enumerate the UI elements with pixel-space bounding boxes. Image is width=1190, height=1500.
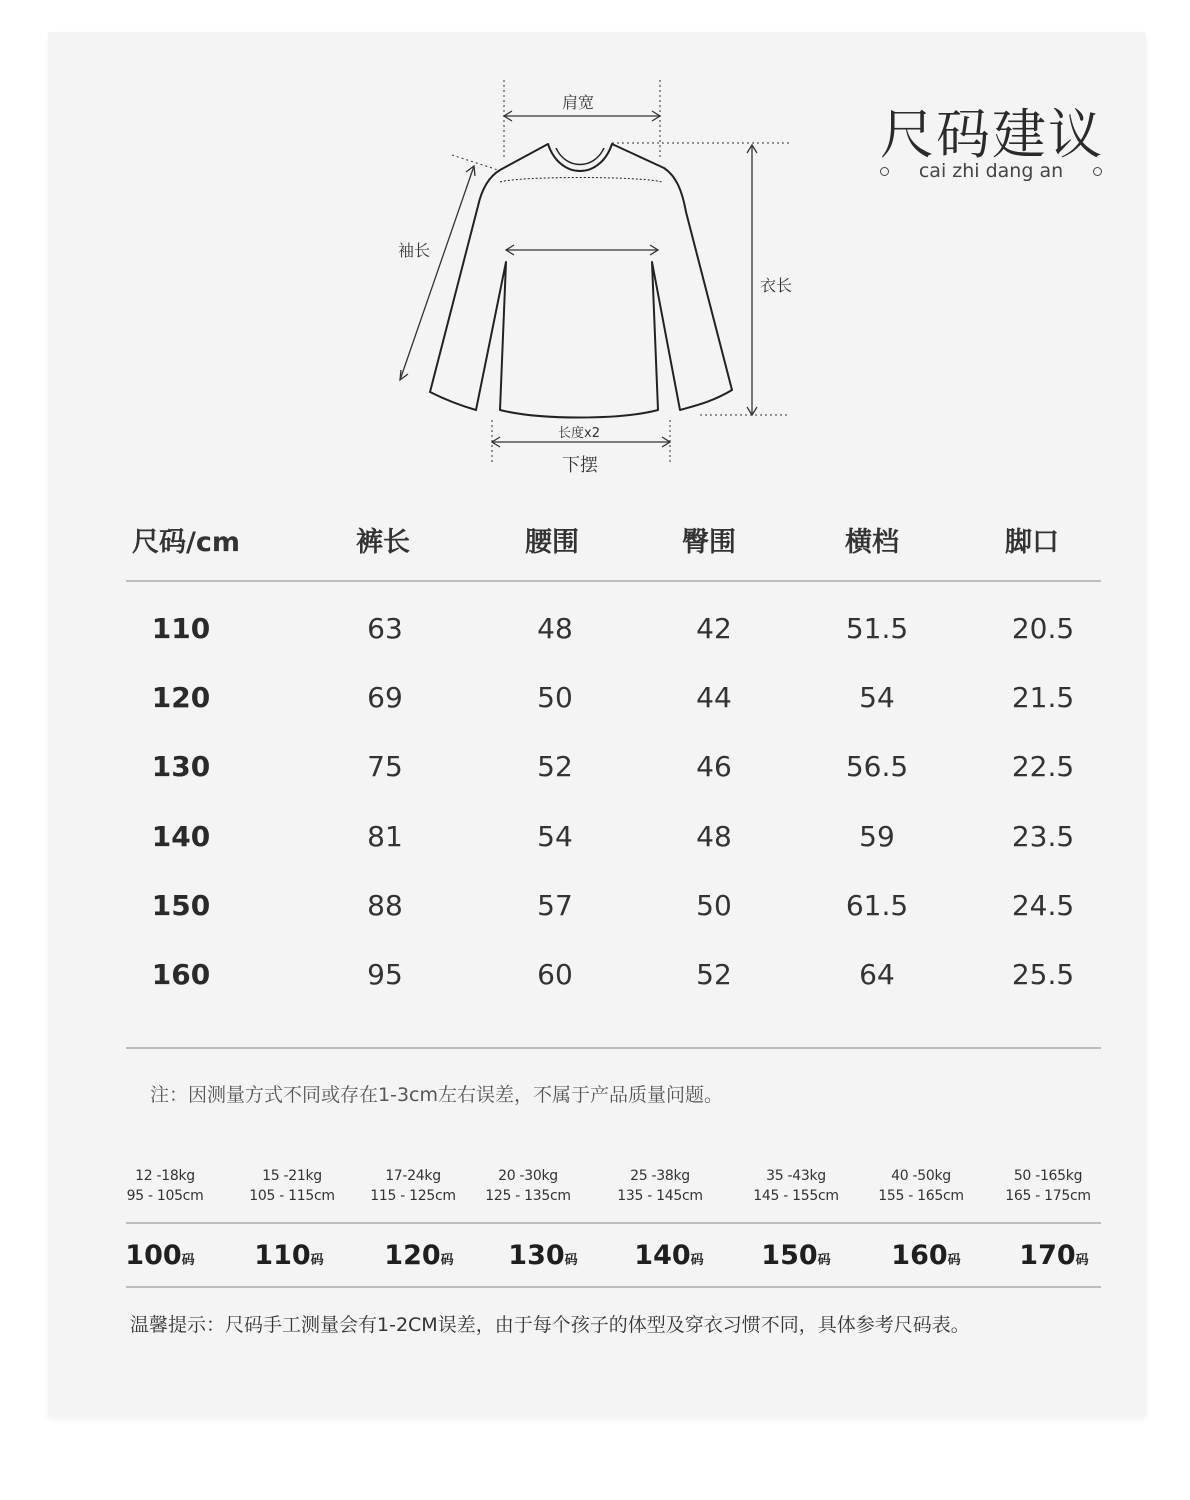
size-unit: 码: [947, 1253, 961, 1268]
header-hip: 臀围: [682, 527, 736, 558]
size-number: 160: [891, 1240, 948, 1271]
weight-range: 40 -50kg: [891, 1168, 951, 1184]
size-number: 100: [125, 1240, 182, 1271]
subtitle-text: cai zhi dang an: [918, 160, 1064, 182]
leg-opening-cell: 21.5: [1011, 681, 1075, 714]
sleeve-label: 袖长: [398, 241, 431, 260]
page-subtitle: [880, 160, 1102, 182]
table-top-divider: [126, 580, 1101, 582]
range-item: [249, 1166, 334, 1206]
range-item: [617, 1166, 702, 1206]
range-item: [878, 1166, 963, 1206]
recommended-size: [1019, 1240, 1088, 1271]
height-range: 95 - 105cm: [126, 1188, 204, 1204]
height-range: 155 - 165cm: [878, 1188, 964, 1204]
pants-length-cell: 69: [367, 681, 403, 714]
range-item: [485, 1166, 570, 1206]
size-number: 130: [508, 1240, 565, 1271]
recommended-size: [508, 1240, 577, 1271]
range-item: [127, 1166, 204, 1206]
size-unit: 码: [1075, 1253, 1089, 1268]
hip-cell: 44: [696, 681, 732, 714]
size-number: 150: [761, 1240, 818, 1271]
garment-diagram: [380, 80, 820, 480]
shoulder-label: 肩宽: [562, 93, 595, 112]
weight-range: 12 -18kg: [135, 1168, 195, 1184]
recommended-size: [761, 1240, 830, 1271]
page-title: 尺码建议: [880, 103, 1104, 166]
tip-text: 温馨提示：尺码手工测量会有1-2CM误差，由于每个孩子的体型及穿衣习惯不同，具体参考尺码表。: [130, 1314, 970, 1336]
height-range: 135 - 145cm: [617, 1188, 703, 1204]
size-cell: 110: [151, 612, 211, 645]
height-range: 115 - 125cm: [370, 1188, 456, 1204]
leg-opening-cell: 23.5: [1011, 820, 1075, 853]
weight-range: 35 -43kg: [766, 1168, 826, 1184]
waist-cell: 52: [537, 750, 573, 783]
hip-cell: 48: [696, 820, 732, 853]
recommend-top-divider: [126, 1222, 1101, 1224]
height-range: 165 - 175cm: [1005, 1188, 1091, 1204]
header-pants-length: 裤长: [356, 527, 410, 558]
pants-length-cell: 81: [367, 820, 403, 853]
size-unit: 码: [690, 1253, 704, 1268]
length-label: 衣长: [760, 276, 793, 295]
range-item: [753, 1166, 838, 1206]
size-unit: 码: [440, 1253, 454, 1268]
hem-label: 下摆: [562, 455, 598, 476]
crotch-cell: 56.5: [845, 750, 909, 783]
recommended-size: [384, 1240, 453, 1271]
leg-opening-cell: 25.5: [1011, 958, 1075, 991]
crotch-cell: 64: [859, 958, 895, 991]
range-item: [370, 1166, 455, 1206]
weight-range: 50 -165kg: [1013, 1168, 1083, 1184]
hip-cell: 42: [696, 612, 732, 645]
size-number: 120: [384, 1240, 441, 1271]
waist-cell: 48: [537, 612, 573, 645]
circle-icon: [1093, 167, 1102, 176]
waist-cell: 50: [537, 681, 573, 714]
crotch-cell: 59: [859, 820, 895, 853]
range-item: [1005, 1166, 1090, 1206]
size-unit: 码: [310, 1253, 324, 1268]
recommend-bottom-divider: [126, 1286, 1101, 1288]
weight-range: 17-24kg: [385, 1168, 441, 1184]
pants-length-cell: 95: [367, 958, 403, 991]
width-label: 长度x2: [558, 426, 600, 441]
pants-length-cell: 75: [367, 750, 403, 783]
hip-cell: 52: [696, 958, 732, 991]
pants-length-cell: 63: [367, 612, 403, 645]
size-unit: 码: [181, 1253, 195, 1268]
waist-cell: 60: [537, 958, 573, 991]
header-waist: 腰围: [525, 527, 579, 558]
pants-length-cell: 88: [367, 889, 403, 922]
size-cell: 140: [151, 820, 211, 853]
header-size: 尺码/cm: [132, 527, 240, 558]
size-cell: 160: [151, 958, 211, 991]
size-unit: 码: [817, 1253, 831, 1268]
hip-cell: 46: [696, 750, 732, 783]
recommended-size: [634, 1240, 703, 1271]
recommended-size: [891, 1240, 960, 1271]
measurement-note: 注：因测量方式不同或存在1-3cm左右误差，不属于产品质量问题。: [150, 1084, 723, 1106]
crotch-cell: 61.5: [845, 889, 909, 922]
leg-opening-cell: 20.5: [1011, 612, 1075, 645]
size-unit: 码: [564, 1253, 578, 1268]
crotch-cell: 51.5: [845, 612, 909, 645]
leg-opening-cell: 22.5: [1011, 750, 1075, 783]
circle-icon: [880, 167, 889, 176]
height-range: 105 - 115cm: [249, 1188, 335, 1204]
size-cell: 150: [151, 889, 211, 922]
size-number: 170: [1019, 1240, 1076, 1271]
size-number: 110: [254, 1240, 311, 1271]
leg-opening-cell: 24.5: [1011, 889, 1075, 922]
weight-range: 20 -30kg: [498, 1168, 558, 1184]
size-cell: 130: [151, 750, 211, 783]
height-range: 145 - 155cm: [753, 1188, 839, 1204]
table-bottom-divider: [126, 1047, 1101, 1049]
waist-cell: 57: [537, 889, 573, 922]
size-number: 140: [634, 1240, 691, 1271]
crotch-cell: 54: [859, 681, 895, 714]
header-leg-opening: 脚口: [1005, 527, 1059, 558]
weight-range: 25 -38kg: [630, 1168, 690, 1184]
recommended-size: [254, 1240, 323, 1271]
recommended-size: [125, 1240, 194, 1271]
size-cell: 120: [151, 681, 211, 714]
hip-cell: 50: [696, 889, 732, 922]
height-range: 125 - 135cm: [485, 1188, 571, 1204]
header-crotch: 横档: [845, 527, 899, 558]
shirt-outline-icon: [430, 144, 732, 418]
weight-range: 15 -21kg: [262, 1168, 322, 1184]
waist-cell: 54: [537, 820, 573, 853]
